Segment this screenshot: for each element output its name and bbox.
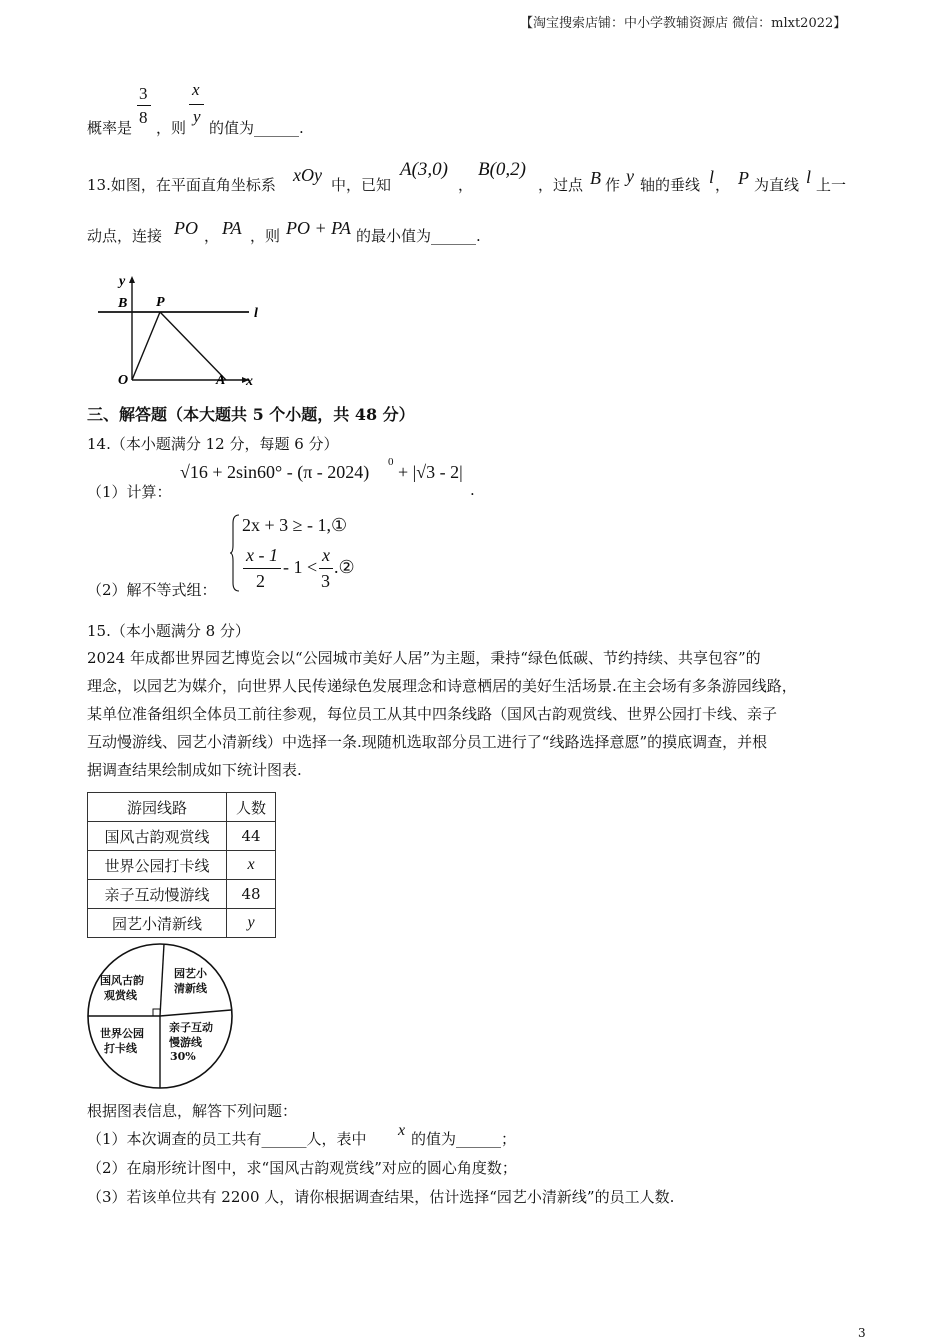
fraction-bar [243,568,281,569]
paragraph-line: 2024 年成都世界园艺博览会以“公园城市美好人居”为主题，秉持“绿色低碳、节约持续、共享包容”的 [87,649,761,667]
header-watermark: 【淘宝搜索店铺：中小学教辅资源店 微信：mlxt2022】 [520,16,847,31]
q13-text: 轴的垂线 [640,176,701,194]
q13-text: 上一 [816,176,847,194]
q12-prefix: 概率是 [87,119,133,137]
q15-sub1-a: （1）本次调查的员工共有______人，表中 [87,1130,367,1148]
pie-label-guofeng: 观赏线 [104,989,137,1002]
table-row [88,880,276,909]
q14-p1-label: （1）计算： [87,483,172,501]
var-p: P [738,168,749,188]
q15-paragraph [87,644,877,784]
q13-text: ，则 [250,227,281,245]
segment-pa: PA [222,218,242,238]
q13-text: 为直线 [754,176,800,194]
q13-text: 13.如图，在平面直角坐标系 [87,176,276,194]
pie-label-guofeng: 国风古韵 [100,974,144,987]
ineq2-rhs-den: 3 [321,571,330,591]
table-cell: 48 [227,880,276,909]
pie-label-qinzi: 慢游线 [169,1036,202,1049]
page-number: 3 [858,1326,866,1340]
q13-text: 作 [605,176,621,194]
q14-p1-exponent: 0 [388,456,394,468]
q14-p1-expr-a: √16 + 2sin60° - (π - 2024) [180,462,370,482]
q13-text: ， [204,227,220,245]
table-row [88,851,276,880]
label-y: y [119,274,126,289]
table-row [88,822,276,851]
q15-sub3: （3）若该单位共有 2200 人，请你根据调查结果，估计选择“园艺小清新线”的员工人数. [87,1188,675,1206]
paragraph-line: 互动慢游线、园艺小清新线）中选择一条.现随机选取部分员工进行了“线路选择意愿”的摸底调查，并根 [87,733,768,751]
var-b: B [590,168,601,188]
label-x: x [246,374,253,389]
segment-po-line [132,312,160,380]
q13-text: ，过点 [538,176,584,194]
var-y: y [193,107,201,126]
point-b: B(0,2) [478,159,527,180]
label-o: O [118,373,129,388]
fraction-bar [137,105,151,106]
q13-xoy: xOy [293,165,322,185]
var-l: l [806,167,812,187]
segment-pa-line [160,312,226,380]
expr-po-pa: PO + PA [286,218,351,238]
ineq2-rhs-num: x [322,545,330,565]
q12-mid: ，则 [156,119,187,137]
frac-numerator: 3 [139,84,148,103]
q13-text: 中，已知 [331,176,392,194]
paragraph-line: 某单位准备组织全体员工前往参观，每位员工从其中四条线路（国风古韵观赏线、世界公园打卡线、亲子 [87,705,778,723]
q14-p1-end: . [470,481,475,499]
fraction-bar [319,568,333,569]
ineq2-middle: - 1 < [283,557,318,577]
q13-text: 的最小值为______. [356,227,481,245]
label-l: l [254,306,258,321]
pie-label-shijie: 世界公园 [100,1027,144,1040]
pie-label-yuanyi: 清新线 [174,982,207,995]
coordinate-figure [94,268,269,393]
q13-text: ， [458,176,474,194]
pie-label-shijie: 打卡线 [104,1042,137,1055]
table-row [88,909,276,938]
ineq2-denominator: 2 [256,571,265,591]
table-cell: 国风古韵观赏线 [88,822,227,851]
table-cell: y [227,909,276,938]
table-cell: x [227,851,276,880]
table-header-row [88,793,276,822]
pie-label-percent: 30% [170,1050,196,1063]
table-cell: 园艺小清新线 [88,909,227,938]
section-title: 三、解答题（本大题共 5 个小题，共 48 分） [87,405,415,424]
q15-head: 15.（本小题满分 8 分） [87,622,250,640]
q12-suffix: 的值为______. [209,119,304,137]
q13-text: ， [715,176,731,194]
table-cell: 44 [227,822,276,851]
var-y: y [626,166,634,186]
table-cell: 世界公园打卡线 [88,851,227,880]
label-a: A [216,373,226,388]
label-p: P [156,295,165,310]
table-cell: 亲子互动慢游线 [88,880,227,909]
label-b: B [118,296,128,311]
paragraph-line: 理念，以园艺为媒介，向世界人民传递绿色发展理念和诗意栖居的美好生活场景.在主会场有多条游园线路， [87,677,797,695]
brace-icon [229,513,241,593]
pie-chart [86,942,236,1092]
q15-ask: 根据图表信息，解答下列问题： [87,1102,298,1120]
q14-p1-expr-b: + |√3 - 2| [398,462,463,482]
fraction-bar [189,104,204,105]
frac-denominator: 8 [139,108,148,127]
segment-po: PO [174,218,198,238]
point-a: A(3,0) [400,159,449,180]
pie-label-yuanyi: 园艺小 [174,967,207,980]
q13-text: 动点，连接 [87,227,163,245]
q15-sub1-b: 的值为______； [411,1130,517,1148]
q15-sub2: （2）在扇形统计图中，求“国风古韵观赏线”对应的圆心角度数； [87,1159,517,1177]
var-l: l [709,167,715,187]
var-x: x [398,1122,406,1139]
ineq2-end: .② [334,557,355,577]
inequality-1: 2x + 3 ≥ - 1,① [242,515,348,535]
table-header: 人数 [227,793,276,822]
q14-p2-label: （2）解不等式组： [87,581,217,599]
q14-head: 14.（本小题满分 12 分，每题 6 分） [87,435,339,453]
pie-label-qinzi: 亲子互动 [169,1021,213,1034]
ineq2-numerator: x - 1 [246,545,278,565]
paragraph-line: 据调查结果绘制成如下统计图表. [87,761,302,779]
var-x: x [192,80,200,99]
y-axis-arrow [129,276,135,283]
route-table [87,792,276,938]
table-header: 游园线路 [88,793,227,822]
